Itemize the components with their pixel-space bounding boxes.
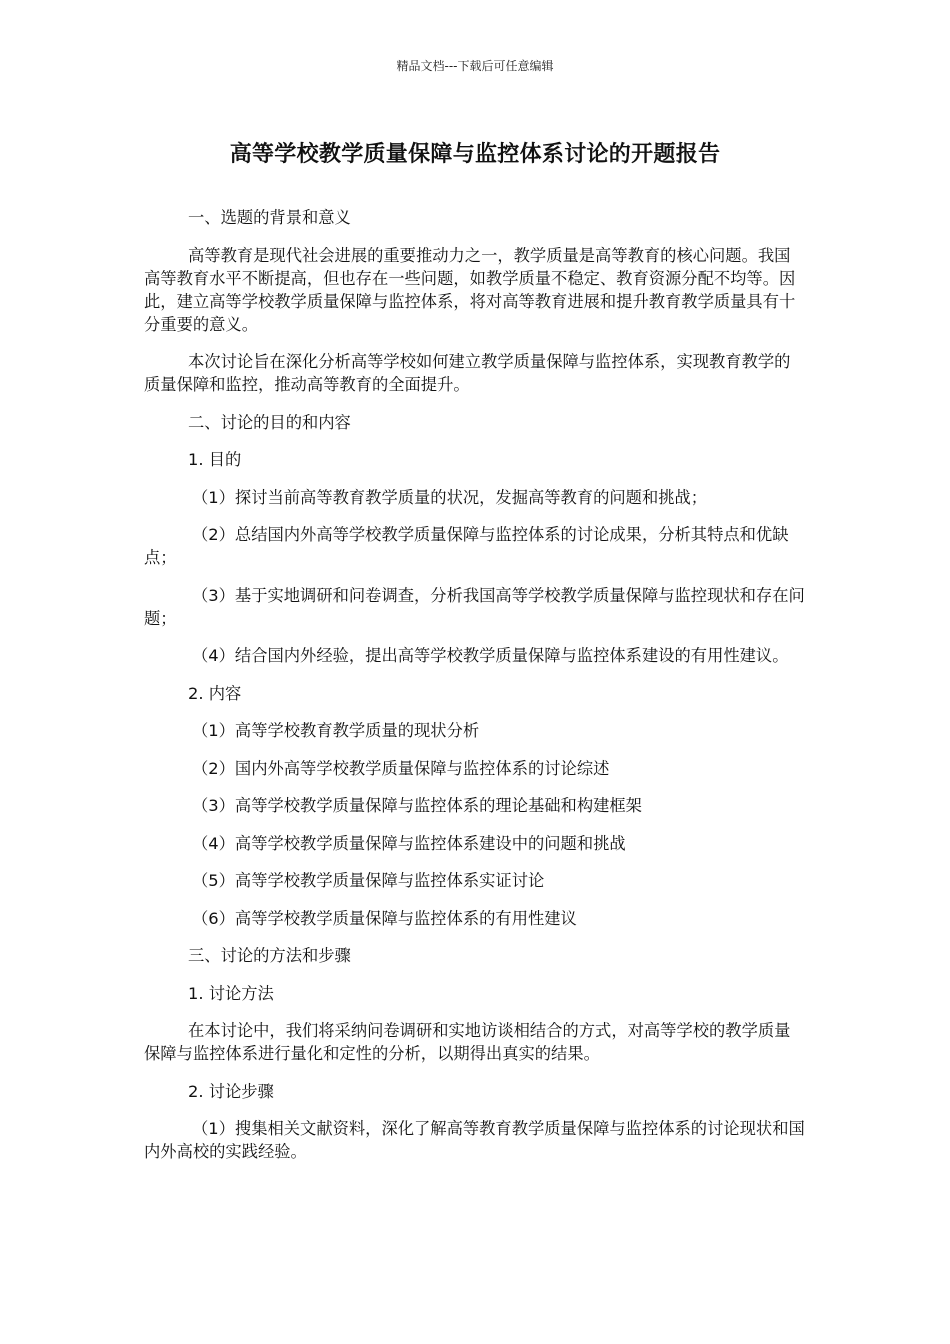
list-item: （3）基于实地调研和问卷调查，分析我国高等学校教学质量保障与监控现状和存在问题； bbox=[144, 585, 805, 628]
subheading-content: 2. 内容 bbox=[188, 683, 242, 703]
section-heading-1: 一、选题的背景和意义 bbox=[188, 208, 351, 227]
section-heading-3: 三、讨论的方法和步骤 bbox=[188, 946, 351, 965]
subheading-steps: 2. 讨论步骤 bbox=[188, 1081, 274, 1101]
list-item: （4）结合国内外经验，提出高等学校教学质量保障与监控体系建设的有用性建议。 bbox=[192, 646, 789, 665]
list-item: （1）搜集相关文献资料，深化了解高等教育教学质量保障与监控体系的讨论现状和国内外高校的实践经验。 bbox=[144, 1119, 805, 1161]
document-title: 高等学校教学质量保障与监控体系讨论的开题报告 bbox=[229, 142, 721, 167]
list-item: （5）高等学校教学质量保障与监控体系实证讨论 bbox=[192, 871, 545, 890]
section-heading-2: 二、讨论的目的和内容 bbox=[188, 412, 351, 432]
list-item: （2）总结国内外高等学校教学质量保障与监控体系的讨论成果，分析其特点和优缺点； bbox=[144, 525, 789, 567]
page-header: 精品文档---下载后可任意编辑 bbox=[396, 59, 554, 73]
list-item: （2）国内外高等学校教学质量保障与监控体系的讨论综述 bbox=[192, 758, 610, 778]
list-item: （6）高等学校教学质量保障与监控体系的有用性建议 bbox=[192, 908, 577, 928]
paragraph-purpose: 本次讨论旨在深化分析高等学校如何建立教学质量保障与监控体系，实现教育教学的质量保障和监控，推动高等教育的全面提升。 bbox=[144, 352, 791, 394]
subheading-goals: 1. 目的 bbox=[188, 450, 242, 469]
list-item: （4）高等学校教学质量保障与监控体系建设中的问题和挑战 bbox=[192, 833, 626, 853]
list-item: （3）高等学校教学质量保障与监控体系的理论基础和构建框架 bbox=[192, 796, 642, 815]
paragraph-method: 在本讨论中，我们将采纳问卷调研和实地访谈相结合的方式，对高等学校的教学质量保障与监控体系进行量化和定性的分析，以期得出真实的结果。 bbox=[144, 1021, 791, 1063]
list-item: （1）探讨当前高等教育教学质量的状况，发掘高等教育的问题和挑战； bbox=[192, 487, 708, 507]
document-body bbox=[144, 206, 806, 1178]
paragraph-background: 高等教育是现代社会进展的重要推动力之一，教学质量是高等教育的核心问题。我国高等教育水平不断提高，但也存在一些问题，如教学质量不稳定、教育资源分配不均等。因此，建立高等学校教学质量保障与监控体系，将对高等教育进展和提升教育教学质量具有十分重要的意义。 bbox=[144, 245, 796, 334]
subheading-method: 1. 讨论方法 bbox=[188, 983, 274, 1003]
list-item: （1）高等学校教育教学质量的现状分析 bbox=[192, 721, 480, 740]
